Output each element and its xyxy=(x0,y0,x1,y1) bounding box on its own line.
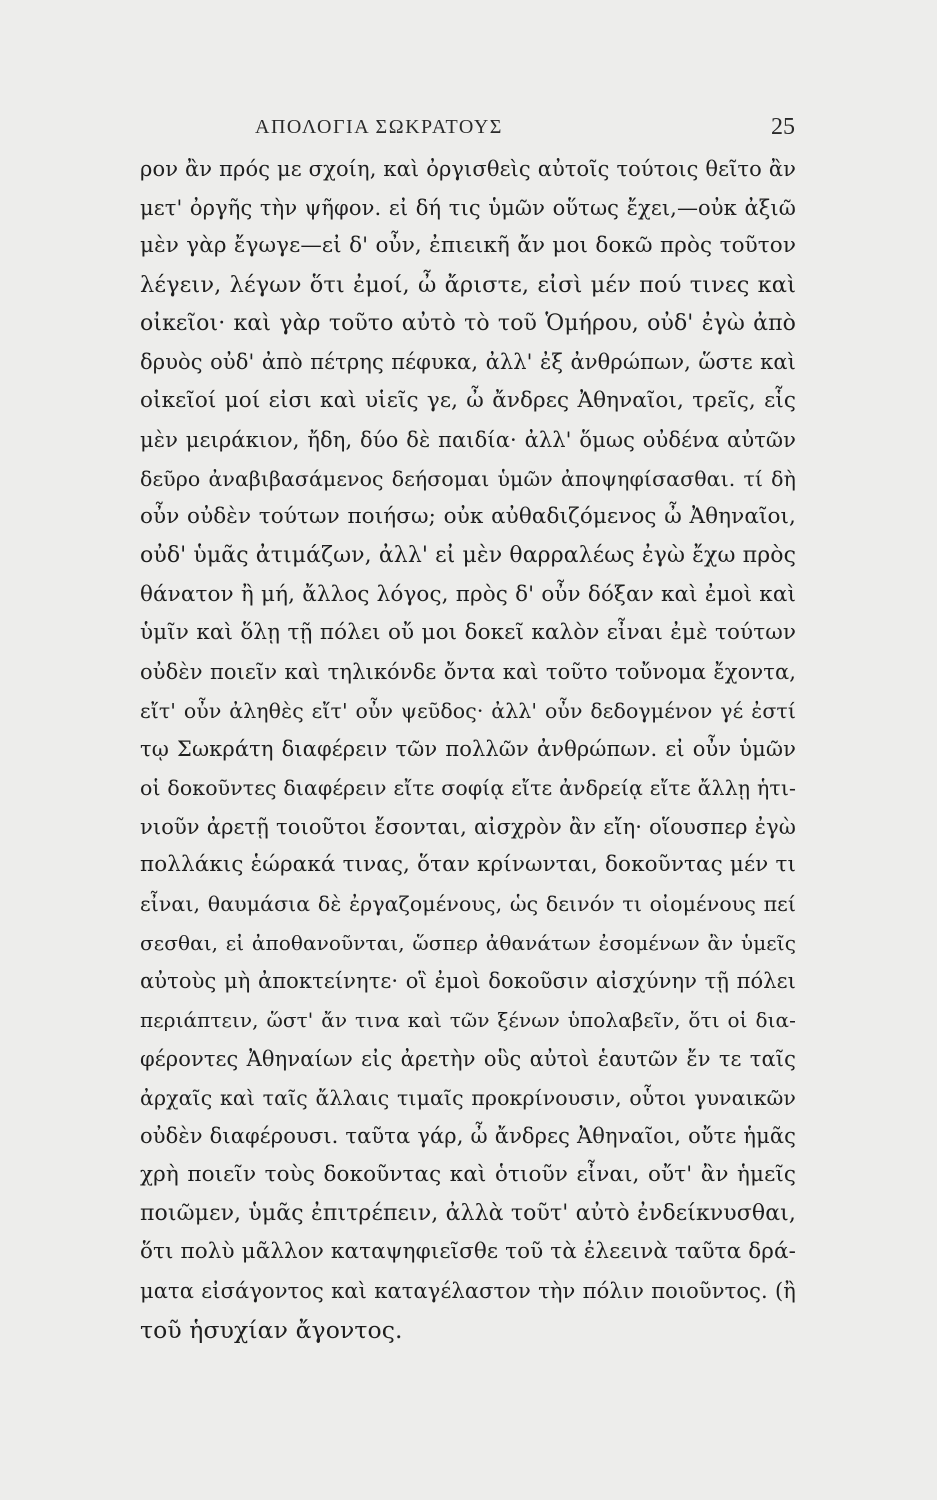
text-line: οὐδὲν διαφέρουσι. ταῦτα γάρ, ὦ ἄνδρες Ἀθηναῖοι, οὔτε ἡμᾶς xyxy=(140,1124,796,1149)
text-line: οἰκεῖοί μοί εἰσι καὶ υἱεῖς γε, ὦ ἄνδρες Ἀθηναῖοι, τρεῖς, εἷς xyxy=(140,388,796,414)
text-line: αὐτοὺς μὴ ἀποκτείνητε· οἳ ἐμοὶ δοκοῦσιν αἰσχύνην τῇ πόλει xyxy=(140,969,796,994)
text-line: θάνατον ἢ μή, ἄλλος λόγος, πρὸς δ' οὖν δόξαν καὶ ἐμοὶ καὶ xyxy=(140,581,796,607)
text-line: λέγειν, λέγων ὅτι ἐμοί, ὦ ἄριστε, εἰσὶ μέν πού τινες καὶ xyxy=(140,272,796,299)
text-line: χρὴ ποιεῖν τοὺς δοκοῦντας καὶ ὁτιοῦν εἶναι, οὔτ' ἂν ἡμεῖς xyxy=(140,1161,796,1187)
text-line: ὑμῖν καὶ ὅλῃ τῇ πόλει οὔ μοι δοκεῖ καλὸν εἶναι ἐμὲ τούτων xyxy=(140,620,796,646)
text-line: νιοῦν ἀρετῇ τοιοῦτοι ἔσονται, αἰσχρὸν ἂν εἴη· οἵουσπερ ἐγὼ xyxy=(140,814,796,839)
text-line: εἴτ' οὖν ἀληθὲς εἴτ' οὖν ψεῦδος· ἀλλ' οὖν δεδογμένον γέ ἐστί xyxy=(140,698,796,723)
text-line: μὲν μειράκιον, ἤδη, δύο δὲ παιδία· ἀλλ' ὅμως οὐδένα αὐτῶν xyxy=(140,427,796,452)
text-line: τοῦ ἡσυχίαν ἄγοντος. xyxy=(140,1315,403,1344)
text-line: φέροντες Ἀθηναίων εἰς ἀρετὴν οὓς αὐτοὶ ἑαυτῶν ἔν τε ταῖς xyxy=(140,1046,796,1071)
running-title: ΑΠΟΛΟΓΙΑ ΣΩΚΡΑΤΟΥΣ xyxy=(255,116,503,138)
text-line: οἱ δοκοῦντες διαφέρειν εἴτε σοφίᾳ εἴτε ἀνδρείᾳ εἴτε ἄλλῃ ἡτι- xyxy=(140,776,796,800)
text-line: τῳ Σωκράτη διαφέρειν τῶν πολλῶν ἀνθρώπων. εἰ οὖν ὑμῶν xyxy=(140,737,796,762)
page-number: 25 xyxy=(771,114,795,140)
text-line: οἰκεῖοι· καὶ γὰρ τοῦτο αὐτὸ τὸ τοῦ Ὁμήρου, οὐδ' ἐγὼ ἀπὸ xyxy=(140,310,796,336)
text-line: ἀρχαῖς καὶ ταῖς ἄλλαις τιμαῖς προκρίνουσιν, οὗτοι γυναικῶν xyxy=(140,1085,796,1110)
text-line: περιάπτειν, ὥστ' ἄν τινα καὶ τῶν ξένων ὑπολαβεῖν, ὅτι οἱ δια- xyxy=(140,1008,796,1033)
text-line: δεῦρο ἀναβιβασάμενος δεήσομαι ὑμῶν ἀποψηφίσασθαι. τί δὴ xyxy=(140,466,796,491)
text-line: σεσθαι, εἰ ἀποθανοῦνται, ὥσπερ ἀθανάτων ἐσομένων ἂν ὑμεῖς xyxy=(140,930,796,955)
text-line: οὐδ' ὑμᾶς ἀτιμάζων, ἀλλ' εἰ μὲν θαρραλέως ἐγὼ ἔχω πρὸς xyxy=(140,542,796,568)
text-line: ματα εἰσάγοντος καὶ καταγέλαστον τὴν πόλιν ποιοῦντος. (ἢ xyxy=(140,1278,796,1303)
text-line: πολλάκις ἑώρακά τινας, ὅταν κρίνωνται, δοκοῦντας μέν τι xyxy=(140,852,796,878)
text-line: μετ' ὀργῆς τὴν ψῆφον. εἰ δή τις ὑμῶν οὕτως ἔχει,—οὐκ ἀξιῶ xyxy=(140,195,796,220)
text-line: ποιῶμεν, ὑμᾶς ἐπιτρέπειν, ἀλλὰ τοῦτ' αὐτὸ ἐνδείκνυσθαι, xyxy=(140,1200,796,1226)
text-line: ὅτι πολὺ μᾶλλον καταψηφιεῖσθε τοῦ τὰ ἐλεεινὰ ταῦτα δρά- xyxy=(140,1239,796,1265)
text-line: οὖν οὐδὲν τούτων ποιήσω; οὐκ αὐθαδιζόμενος ὦ Ἀθηναῖοι, xyxy=(140,504,796,530)
text-line: εἶναι, θαυμάσια δὲ ἐργαζομένους, ὡς δεινόν τι οἰομένους πεί xyxy=(140,892,796,917)
text-line: μὲν γὰρ ἔγωγε—εἰ δ' οὖν, ἐπιεικῆ ἄν μοι δοκῶ πρὸς τοῦτον xyxy=(140,233,796,259)
body-text xyxy=(140,150,796,1349)
text-line: οὐδὲν ποιεῖν καὶ τηλικόνδε ὄντα καὶ τοῦτο τοὔνομα ἔχοντα, xyxy=(140,659,796,684)
text-line: δρυὸς οὐδ' ἀπὸ πέτρης πέφυκα, ἀλλ' ἐξ ἀνθρώπων, ὥστε καὶ xyxy=(140,350,796,375)
page-header xyxy=(255,114,795,144)
text-line: ρον ἂν πρός με σχοίη, καὶ ὀργισθεὶς αὐτοῖς τούτοις θεῖτο ἂν xyxy=(140,157,796,181)
